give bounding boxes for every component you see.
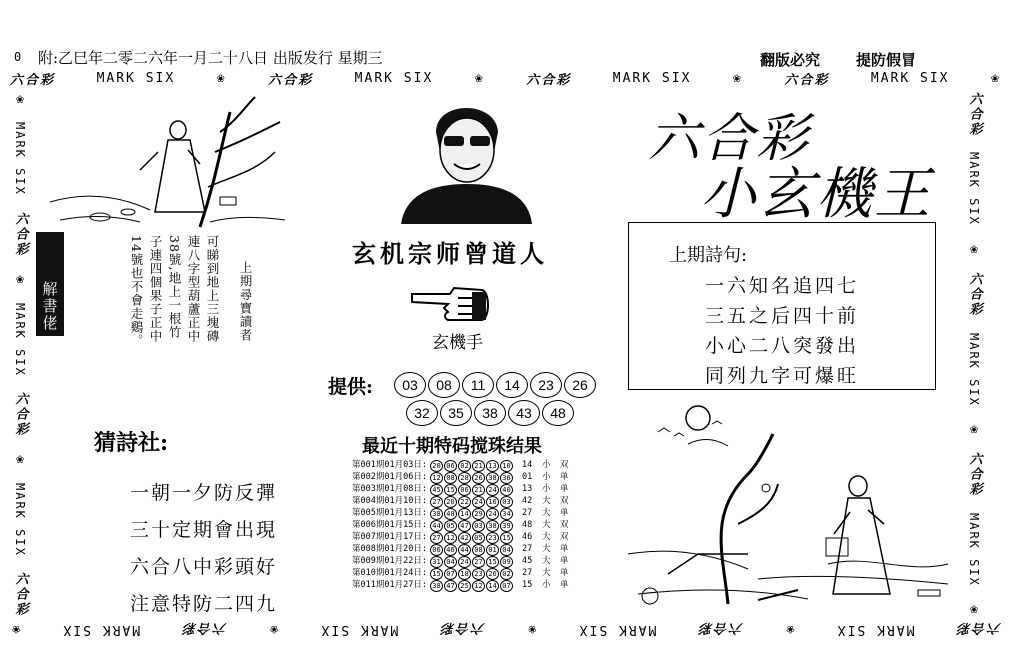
result-period: 第002期01月06日:	[352, 472, 427, 483]
result-number: 21	[472, 484, 485, 496]
result-row	[352, 568, 572, 580]
results-title: 最近十期特码搅珠结果	[362, 436, 542, 457]
result-size: 小	[542, 460, 551, 471]
result-size: 大	[542, 496, 551, 507]
result-number: 38	[430, 580, 443, 592]
result-parity: 双	[560, 460, 569, 471]
result-number: 47	[458, 520, 471, 532]
result-period: 第011期01月27日:	[352, 580, 427, 591]
supply-label: 提供:	[328, 376, 374, 398]
flower-icon: ❀	[474, 70, 485, 86]
result-number: 12	[472, 580, 485, 592]
title-line-1: 六合彩	[648, 109, 811, 169]
master-name: 玄机宗师曾道人	[352, 239, 548, 268]
result-number: 05	[444, 520, 457, 532]
counterfeit-warning: 提防假冒	[856, 51, 917, 69]
top-border	[10, 66, 1001, 90]
result-period: 第001期01月03日:	[352, 460, 427, 471]
border-brand: 六合彩	[268, 72, 314, 88]
result-period: 第008期01月20日:	[352, 544, 427, 555]
result-period: 第003期01月08日:	[352, 484, 427, 495]
result-size: 大	[542, 532, 551, 543]
guess-poem-heading: 猜詩社:	[94, 430, 169, 456]
result-size: 大	[542, 568, 551, 579]
result-number: 09	[500, 556, 513, 568]
poem-column: 上期尋寶讀者	[238, 261, 253, 342]
result-row	[352, 508, 572, 520]
flower-icon: ❀	[268, 622, 279, 638]
poem-column: 14號也不會走鷄。	[129, 235, 144, 348]
result-row	[352, 460, 572, 472]
result-number: 27	[472, 556, 485, 568]
border-mark-six: MARK SIX	[612, 70, 692, 86]
result-number: 12	[430, 472, 443, 484]
result-number: 38	[486, 520, 499, 532]
border-mark-six: MARK SIX	[13, 122, 27, 197]
guess-poem	[130, 478, 277, 616]
result-size: 大	[542, 544, 551, 555]
result-row	[352, 556, 572, 568]
result-row	[352, 472, 572, 484]
border-brand: 六合彩	[12, 391, 28, 437]
result-period: 第006期01月15日:	[352, 520, 427, 531]
result-number: 13	[486, 460, 499, 472]
result-special: 15	[522, 580, 533, 591]
result-parity: 双	[560, 520, 569, 531]
result-number: 03	[472, 520, 485, 532]
result-parity: 单	[560, 580, 569, 591]
result-number: 05	[472, 532, 485, 544]
border-mark-six: MARK SIX	[13, 302, 27, 377]
number-ball: 08	[428, 372, 460, 398]
result-number: 24	[458, 556, 471, 568]
lady-illustration	[628, 404, 958, 614]
result-size: 大	[542, 508, 551, 519]
result-number: 01	[486, 544, 499, 556]
bottom-border	[10, 618, 1001, 642]
result-number: 12	[444, 532, 457, 544]
result-number: 24	[472, 496, 485, 508]
border-brand: 六合彩	[955, 620, 1001, 636]
result-number: 18	[458, 568, 471, 580]
guess-poem-line: 六合八中彩頭好	[130, 556, 278, 578]
result-period: 第009期01月22日:	[352, 556, 427, 567]
result-number: 20	[444, 496, 457, 508]
result-number: 06	[430, 544, 443, 556]
result-special: 42	[522, 496, 533, 507]
result-period: 第007期01月17日:	[352, 532, 427, 543]
result-number: 38	[430, 508, 443, 520]
flower-icon: ❀	[991, 70, 1001, 86]
result-number: 02	[458, 460, 471, 472]
border-brand: 六合彩	[439, 620, 485, 636]
border-brand: 六合彩	[966, 452, 982, 498]
border-brand: 六合彩	[181, 620, 227, 636]
number-ball: 11	[462, 372, 494, 398]
result-special: 14	[522, 460, 533, 471]
result-special: 27	[522, 508, 533, 519]
result-number: 25	[458, 580, 471, 592]
result-row	[352, 532, 572, 544]
flower-icon: ❀	[216, 70, 227, 86]
result-size: 大	[542, 520, 551, 531]
border-mark-six: MARK SIX	[835, 622, 915, 638]
result-special: 45	[522, 556, 533, 567]
result-special: 01	[522, 472, 533, 483]
result-number: 14	[486, 580, 499, 592]
master-portrait	[396, 92, 536, 224]
right-border	[962, 92, 986, 617]
number-ball: 23	[530, 372, 562, 398]
result-number: 34	[500, 508, 513, 520]
number-ball: 26	[564, 372, 596, 398]
poem-column: 可睇到地上三塊磚	[205, 235, 220, 343]
result-number: 20	[430, 460, 443, 472]
number-ball: 03	[394, 372, 426, 398]
result-size: 小	[542, 472, 551, 483]
result-number: 23	[486, 532, 499, 544]
result-number: 24	[486, 508, 499, 520]
border-mark-six: MARK SIX	[967, 332, 981, 407]
scholar-illustration	[40, 92, 290, 232]
result-number: 22	[458, 496, 471, 508]
results-table	[352, 460, 572, 592]
result-row	[352, 484, 572, 496]
result-number: 27	[430, 532, 443, 544]
border-brand: 六合彩	[966, 272, 982, 318]
result-parity: 单	[560, 568, 569, 579]
last-poem-line: 三五之后四十前	[705, 305, 860, 327]
border-mark-six: MARK SIX	[354, 70, 434, 86]
seal-stamp: 解書佬	[36, 232, 64, 336]
result-special: 13	[522, 484, 533, 495]
flower-icon: ❀	[970, 421, 978, 437]
border-mark-six: MARK SIX	[577, 622, 657, 638]
guess-poem-line: 三十定期會出現	[130, 519, 278, 541]
flower-icon: ❀	[526, 622, 537, 638]
result-number: 29	[472, 508, 485, 520]
result-special: 46	[522, 532, 533, 543]
last-poem-box	[628, 222, 936, 390]
result-number: 15	[500, 532, 513, 544]
number-ball: 35	[440, 400, 472, 426]
result-number: 04	[500, 544, 513, 556]
result-period: 第005期01月13日:	[352, 508, 427, 519]
result-number: 44	[430, 520, 443, 532]
result-number: 28	[458, 472, 471, 484]
result-number: 31	[430, 556, 443, 568]
result-number: 23	[472, 568, 485, 580]
border-mark-six: MARK SIX	[967, 152, 981, 227]
border-brand: 六合彩	[12, 211, 28, 257]
number-ball: 32	[406, 400, 438, 426]
result-number: 08	[472, 544, 485, 556]
supply-numbers-row2	[406, 400, 576, 426]
flower-icon: ❀	[970, 601, 978, 617]
title-line-2: 小玄機王	[700, 162, 932, 227]
flower-icon: ❀	[10, 622, 20, 638]
copyright-notice: 翻版必究	[760, 51, 821, 69]
page-number: 0	[14, 50, 22, 64]
result-parity: 单	[560, 544, 569, 555]
result-number: 47	[444, 580, 457, 592]
result-number: 44	[458, 544, 471, 556]
result-row	[352, 496, 572, 508]
result-number: 06	[458, 484, 471, 496]
result-number: 15	[430, 568, 443, 580]
result-number: 36	[500, 472, 513, 484]
result-number: 40	[500, 484, 513, 496]
number-ball: 43	[508, 400, 540, 426]
number-ball: 38	[474, 400, 506, 426]
result-number: 26	[486, 568, 499, 580]
border-mark-six: MARK SIX	[13, 482, 27, 557]
border-mark-six: MARK SIX	[870, 70, 950, 86]
border-mark-six: MARK SIX	[967, 512, 981, 587]
result-special: 27	[522, 544, 533, 555]
result-number: 15	[486, 556, 499, 568]
result-number: 04	[444, 556, 457, 568]
number-ball: 14	[496, 372, 528, 398]
border-brand: 六合彩	[10, 72, 56, 88]
result-parity: 双	[560, 532, 569, 543]
result-number: 45	[430, 484, 443, 496]
last-poem-line: 同列九字可爆旺	[705, 365, 860, 387]
poem-column: 38號,地上一根竹	[167, 235, 182, 339]
result-parity: 单	[560, 556, 569, 567]
border-brand: 六合彩	[526, 72, 572, 88]
result-number: 06	[444, 460, 457, 472]
flower-icon: ❀	[732, 70, 743, 86]
result-number: 38	[486, 472, 499, 484]
result-number: 24	[486, 484, 499, 496]
result-number: 07	[444, 568, 457, 580]
result-row	[352, 580, 572, 592]
flower-icon: ❀	[784, 622, 795, 638]
result-row	[352, 520, 572, 532]
last-poem-line: 一六知名追四七	[705, 275, 860, 297]
result-parity: 单	[560, 508, 569, 519]
border-brand: 六合彩	[784, 72, 830, 88]
border-brand: 六合彩	[697, 620, 743, 636]
border-brand: 六合彩	[966, 92, 982, 137]
result-period: 第004期01月10日:	[352, 496, 427, 507]
result-special: 48	[522, 520, 533, 531]
border-brand: 六合彩	[12, 571, 28, 617]
result-parity: 双	[560, 496, 569, 507]
result-number: 42	[458, 532, 471, 544]
flower-icon: ❀	[970, 241, 978, 257]
result-number: 10	[500, 460, 513, 472]
result-size: 小	[542, 580, 551, 591]
result-number: 03	[500, 496, 513, 508]
left-vertical-poem	[128, 235, 253, 365]
result-number: 21	[472, 460, 485, 472]
flower-icon: ❀	[16, 92, 24, 107]
last-poem-heading: 上期詩句:	[669, 245, 748, 266]
pointing-hand-icon	[408, 284, 492, 326]
left-border	[8, 92, 32, 617]
result-number: 16	[486, 496, 499, 508]
result-number: 39	[500, 520, 513, 532]
result-number: 46	[444, 544, 457, 556]
result-size: 小	[542, 484, 551, 495]
border-mark-six: MARK SIX	[61, 622, 141, 638]
result-parity: 单	[560, 484, 569, 495]
result-parity: 单	[560, 472, 569, 483]
guess-poem-line: 一朝一夕防反彈	[130, 482, 278, 504]
result-row	[352, 544, 572, 556]
result-special: 27	[522, 568, 533, 579]
result-number: 26	[472, 472, 485, 484]
border-mark-six: MARK SIX	[96, 70, 176, 86]
result-period: 第010期01月24日:	[352, 568, 427, 579]
result-number: 07	[500, 580, 513, 592]
result-number: 48	[444, 508, 457, 520]
publication-date: 附:乙巳年二零二六年一月二十八日 出版发行 星期三	[38, 49, 383, 67]
poem-column: 連八字型葫蘆正中	[186, 235, 201, 343]
flower-icon: ❀	[16, 452, 24, 468]
result-number: 08	[444, 472, 457, 484]
result-number: 15	[444, 484, 457, 496]
number-ball: 48	[542, 400, 574, 426]
result-number: 02	[500, 568, 513, 580]
result-size: 大	[542, 556, 551, 567]
result-number: 27	[430, 496, 443, 508]
supply-numbers-row1	[394, 372, 598, 398]
poem-column: 子連四個果子正中	[148, 235, 163, 343]
flower-icon: ❀	[16, 272, 24, 288]
last-poem-line: 小心二八突發出	[705, 335, 860, 357]
hand-label: 玄機手	[432, 333, 483, 353]
result-number: 14	[458, 508, 471, 520]
guess-poem-line: 注意特防二四九	[130, 593, 278, 615]
border-mark-six: MARK SIX	[319, 622, 399, 638]
